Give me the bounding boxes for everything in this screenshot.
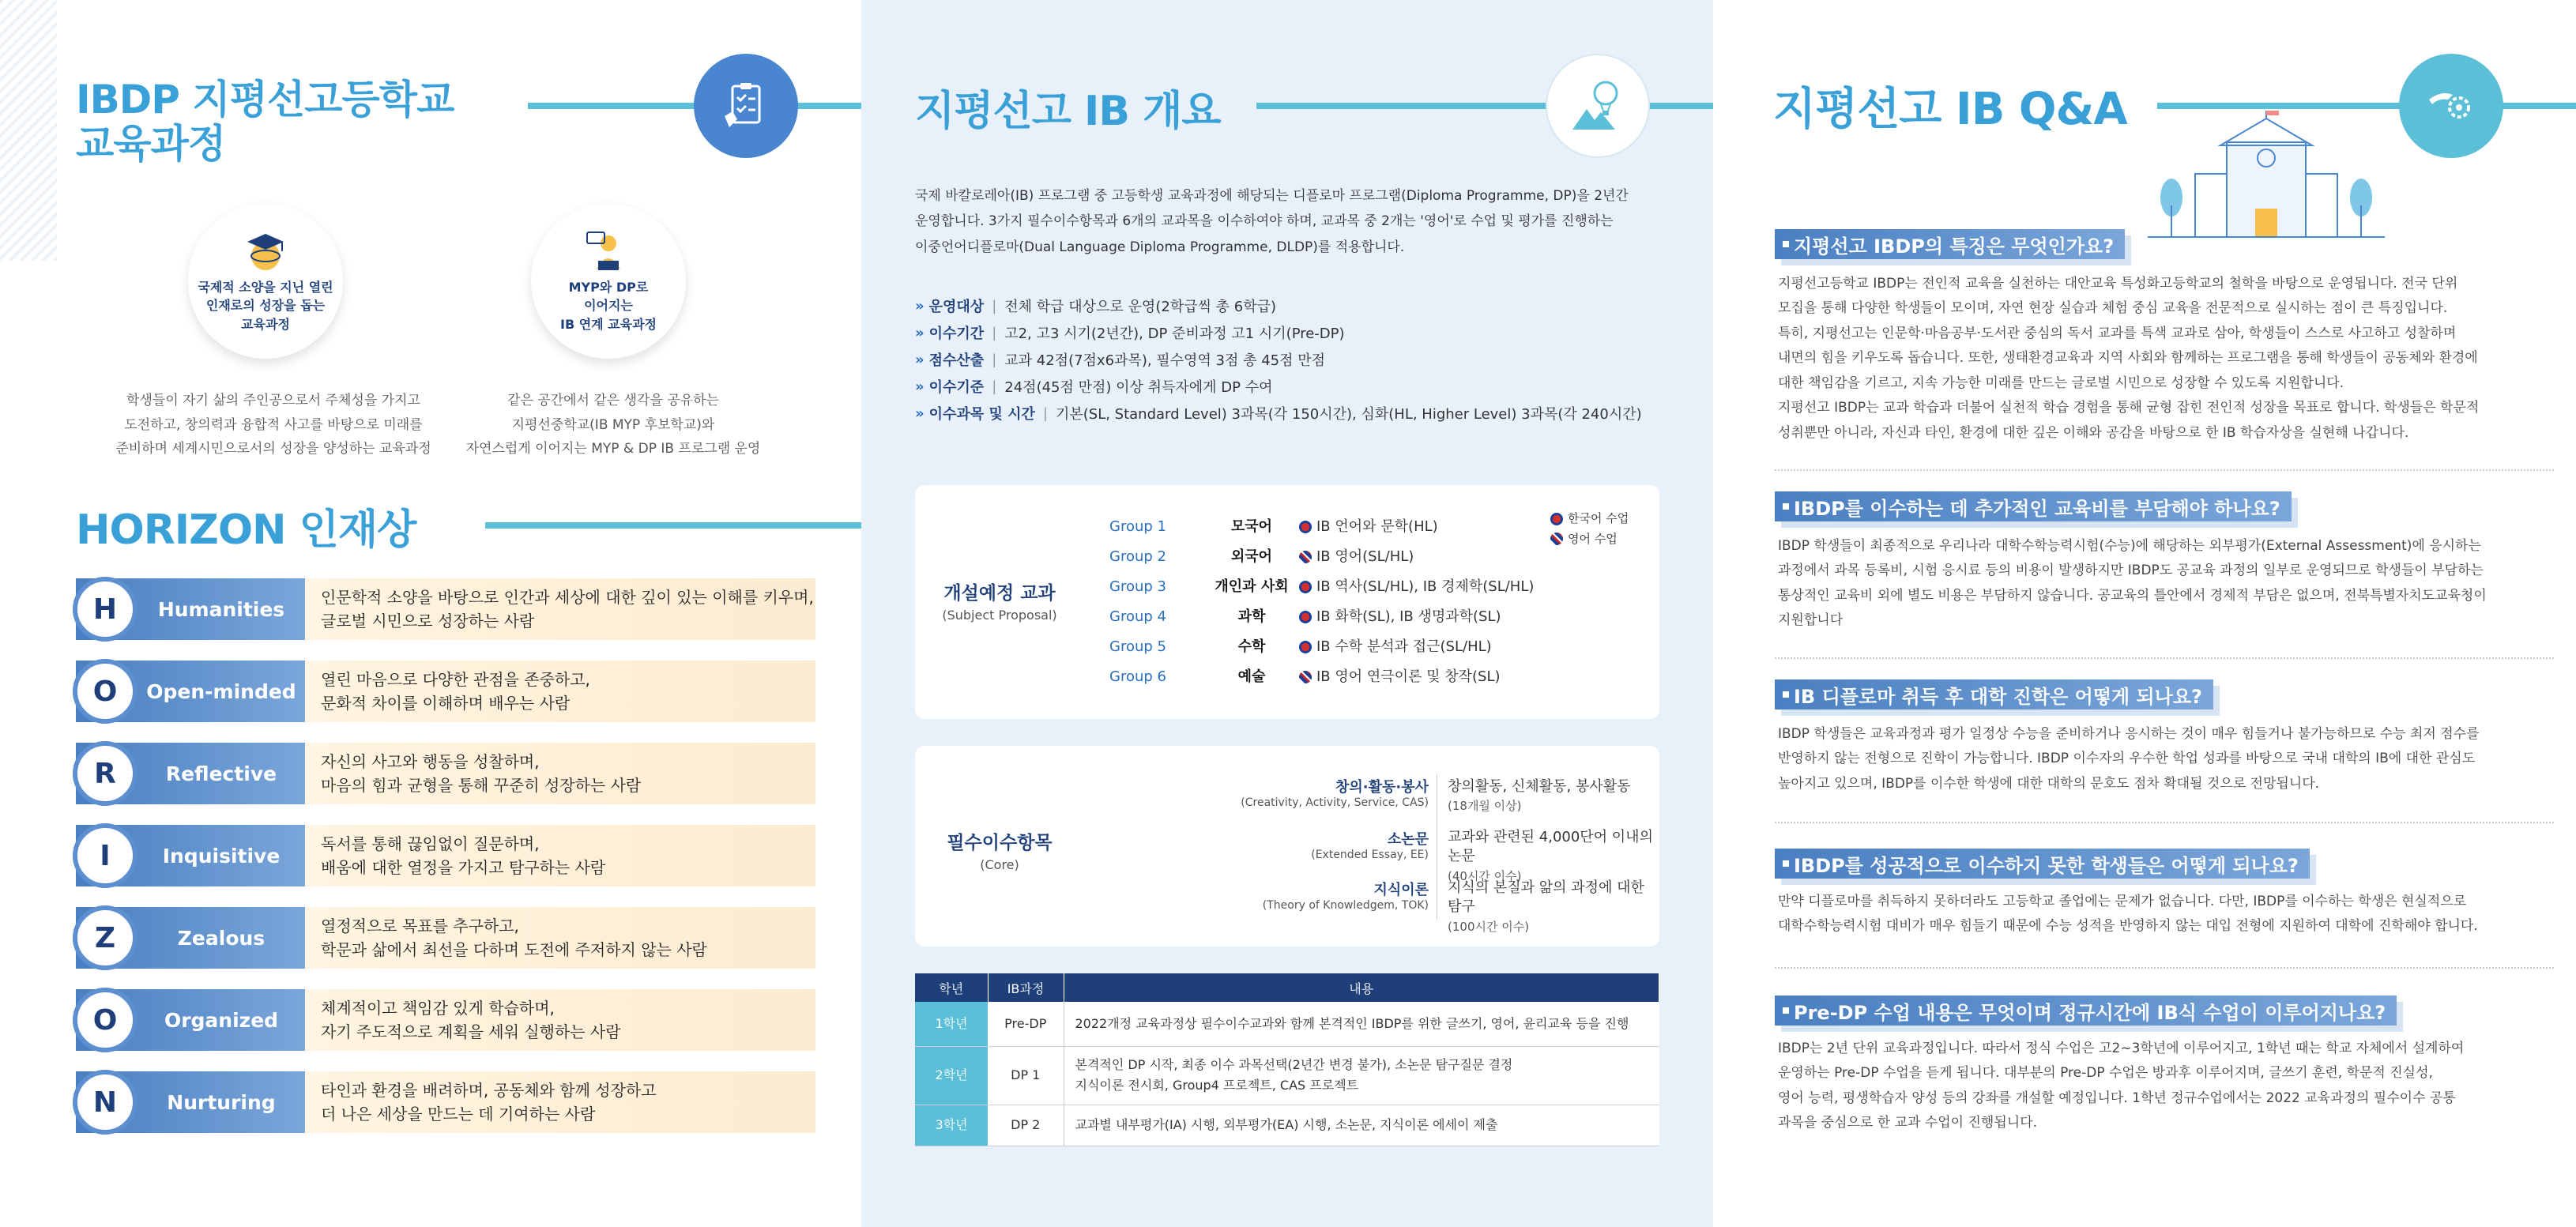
header-content: 내용 bbox=[1064, 973, 1659, 1002]
answer-line: 특히, 지평선고는 인문학·마음공부·도서관 중심의 독서 교과를 특색 교과로 삼아, 학생들이 스스로 사고하고 성찰하며 bbox=[1778, 325, 2457, 341]
trait-description bbox=[305, 1071, 815, 1133]
letter-badge: Z bbox=[73, 905, 137, 970]
blob-myp-dp bbox=[531, 204, 686, 359]
balloon-icon bbox=[1546, 54, 1650, 158]
horizon-row-reflective bbox=[76, 743, 815, 804]
fact-label: 이수기준 bbox=[928, 379, 985, 396]
core-item-detail bbox=[1448, 879, 1659, 936]
group-course: IB 수학 분석과 접근(SL/HL) bbox=[1316, 638, 1492, 655]
overview-intro bbox=[915, 183, 1674, 260]
bullet-icon bbox=[1783, 1007, 1789, 1014]
language-legend bbox=[1550, 509, 1629, 549]
question-heading bbox=[1775, 679, 2213, 709]
cell-grade: 2학년 bbox=[915, 1046, 988, 1105]
qa-panel bbox=[1713, 0, 2576, 1227]
group-row bbox=[1109, 605, 1501, 626]
legend-korean-label: 한국어 수업 bbox=[1568, 511, 1629, 525]
fact-value: 교과 42점(7점x6과목), 필수영역 3점 총 45점 만점 bbox=[1004, 352, 1326, 369]
group-subject: 과학 bbox=[1237, 608, 1266, 625]
intro-line-2: 운영합니다. 3가지 필수이수항목과 6개의 교과목을 이수하여야 하며, 교과목 중 2개는 '영어'로 수업 및 평가를 진행하는 bbox=[915, 213, 1614, 230]
separator: | bbox=[992, 324, 997, 341]
letter-badge: H bbox=[73, 577, 137, 642]
answer-line: 높아지고 있으며, IBDP를 이수한 학생에 대한 대학의 문호도 점차 확대될 것으로 전망됩니다. bbox=[1778, 775, 2320, 792]
table-header bbox=[915, 973, 1659, 1002]
fact-row bbox=[915, 403, 1642, 423]
group-subject: 모국어 bbox=[1230, 518, 1273, 535]
group-subject: 수학 bbox=[1237, 638, 1266, 655]
trait-line-2: 더 나은 세상을 만드는 데 기여하는 사람 bbox=[321, 1105, 596, 1123]
core-item-subtitle: (Creativity, Activity, Service, CAS) bbox=[1241, 796, 1429, 809]
horizon-title: HORIZON 인재상 bbox=[76, 506, 416, 554]
question-text: 지평선고 IBDP의 특징은 무엇인가요? bbox=[1794, 235, 2115, 258]
trait-description bbox=[305, 825, 815, 886]
trait-word: Open-minded bbox=[146, 679, 296, 703]
fact-label: 이수기간 bbox=[928, 326, 985, 342]
table-row bbox=[915, 1046, 1659, 1105]
uk-flag-icon bbox=[1299, 671, 1312, 683]
core-item-detail bbox=[1448, 828, 1659, 886]
answer-text bbox=[1778, 534, 2554, 634]
cell-grade: 1학년 bbox=[915, 1002, 988, 1046]
blob-1-line-2: 인재로의 성장을 돕는 bbox=[205, 298, 326, 314]
trait-line-1: 인문학적 소양을 바탕으로 인간과 세상에 대한 깊이 있는 이해를 키우며, bbox=[321, 588, 814, 607]
cell-course: DP 1 bbox=[988, 1046, 1064, 1105]
horizon-row-humanities bbox=[76, 578, 815, 640]
checklist-icon bbox=[694, 54, 798, 158]
group-number: Group 1 bbox=[1109, 518, 1166, 535]
group-row bbox=[1109, 515, 1438, 536]
group-row bbox=[1109, 635, 1492, 656]
subjects-heading bbox=[932, 578, 1067, 623]
blob-2-line-3: IB 연계 교육과정 bbox=[559, 316, 657, 332]
core-card bbox=[915, 746, 1659, 947]
group-course: IB 영어 연극이론 및 창작(SL) bbox=[1316, 668, 1501, 685]
answer-line: 모집을 통해 다양한 학생들이 모이며, 자연 현장 실습과 체험 중심 교육을 전문적으로 실시하는 점이 큰 특징입니다. bbox=[1778, 300, 2448, 317]
fact-value: 고2, 고3 시기(2년간), DP 준비과정 고1 시기(Pre-DP) bbox=[1004, 326, 1345, 342]
question-text: Pre-DP 수업 내용은 무엇이며 정규시간에 IB식 수업이 이루어지나요? bbox=[1794, 1001, 2386, 1024]
trait-line-1: 타인과 환경을 배려하며, 공동체와 함께 성장하고 bbox=[321, 1081, 657, 1100]
blob-2-description bbox=[431, 389, 795, 461]
trait-line-2: 글로벌 시민으로 성장하는 사람 bbox=[321, 612, 535, 630]
trait-word: Humanities bbox=[157, 597, 285, 621]
fact-value: 기본(SL, Standard Level) 3과목(각 150시간), 심화(HL, Higher Level) 3과목(각 240시간) bbox=[1055, 406, 1642, 423]
korea-flag-icon bbox=[1550, 513, 1563, 525]
horizon-row-inquisitive bbox=[76, 825, 815, 886]
horizon-row-zealous bbox=[76, 907, 815, 969]
answer-line: 만약 디플로마를 취득하지 못하더라도 고등학교 졸업에는 문제가 없습니다. 다만, IBDP를 이수하는 학생은 현실적으로 bbox=[1778, 894, 2467, 909]
subjects-subtitle: (Subject Proposal) bbox=[942, 608, 1057, 623]
trait-line-2: 배움에 대한 열정을 가지고 탐구하는 사람 bbox=[321, 858, 606, 877]
question-heading bbox=[1775, 229, 2125, 259]
bullet-icon bbox=[1783, 860, 1789, 867]
intro-line-3: 이중언어디플로마(Dual Language Diploma Programme, DLDP)를 적용합니다. bbox=[915, 239, 1405, 255]
trait-line-2: 마음의 힘과 균형을 통해 꾸준히 성장하는 사람 bbox=[321, 776, 642, 795]
horizon-row-organized bbox=[76, 989, 815, 1051]
separator: | bbox=[992, 297, 997, 314]
uk-flag-icon bbox=[1299, 551, 1312, 563]
group-number: Group 6 bbox=[1109, 668, 1166, 685]
desc-1-line-1: 학생들이 자기 삶의 주인공으로서 주체성을 가지고 bbox=[126, 393, 420, 408]
subjects-card bbox=[915, 485, 1659, 719]
table-row bbox=[915, 1002, 1659, 1046]
core-item-title: 창의·활동·봉사 bbox=[1335, 779, 1429, 796]
trait-line-2: 자기 주도적으로 계획을 세워 실행하는 사람 bbox=[321, 1022, 621, 1041]
header-grade: 학년 bbox=[915, 973, 988, 1002]
cell-course: Pre-DP bbox=[988, 1002, 1064, 1046]
core-detail-note: (40시간 이수) bbox=[1448, 868, 1522, 883]
desc-2-line-1: 같은 공간에서 같은 생각을 공유하는 bbox=[507, 393, 719, 408]
header-course: IB과정 bbox=[988, 973, 1064, 1002]
trait-line-2: 문화적 차이를 이해하며 배우는 사람 bbox=[321, 694, 571, 713]
answer-line: 과목을 중심으로 한 교과 수업이 진행됩니다. bbox=[1778, 1115, 2038, 1131]
trait-word: Inquisitive bbox=[162, 844, 281, 868]
group-row bbox=[1109, 665, 1501, 686]
blob-1-description bbox=[92, 389, 455, 461]
trait-description bbox=[305, 989, 815, 1051]
letter-badge: O bbox=[73, 988, 137, 1052]
bullet-icon bbox=[1783, 241, 1789, 247]
cell-course: DP 2 bbox=[988, 1105, 1064, 1146]
trait-word: Reflective bbox=[165, 762, 277, 785]
trait-line-1: 열린 마음으로 다양한 관점을 존중하고, bbox=[321, 670, 590, 689]
core-item-subtitle: (Extended Essay, EE) bbox=[1311, 849, 1429, 861]
answer-line: 대한 책임감을 기르고, 지속 가능한 미래를 만드는 글로벌 시민으로 성장할 수 있도록 지원합니다. bbox=[1778, 374, 2344, 391]
chevron-right-icon: » bbox=[915, 324, 925, 341]
chevron-right-icon: » bbox=[915, 378, 925, 395]
korea-flag-icon bbox=[1299, 611, 1312, 623]
trait-line-1: 체계적이고 책임감 있게 학습하며, bbox=[321, 999, 555, 1018]
group-number: Group 4 bbox=[1109, 608, 1166, 625]
answer-line: 지원합니다 bbox=[1778, 612, 1843, 629]
answer-line: 과정에서 과목 등록비, 시험 응시료 등의 비용이 발생하지만 IBDP도 공교육 과정의 일부로 운영되므로 학생들이 부담하는 bbox=[1778, 563, 2484, 579]
group-number: Group 3 bbox=[1109, 578, 1166, 595]
answer-line: 성취뿐만 아니라, 자신과 타인, 환경에 대한 깊은 이해와 공감을 바탕으로 한 IB 학습자상을 실현해 나갑니다. bbox=[1778, 424, 2409, 441]
answer-line: IBDP 학생들은 교육과정과 평가 일정상 수능을 준비하거나 응시하는 것이 매우 힘들거나 불가능하므로 수능 최저 점수를 bbox=[1778, 726, 2480, 742]
core-heading bbox=[932, 828, 1067, 872]
answer-line: 내면의 힘을 키우도록 돕습니다. 또한, 생태환경교육과 지역 사회와 함께하는 프로그램을 통해 학생들이 공동체와 환경에 bbox=[1778, 350, 2478, 367]
letter-badge: I bbox=[73, 823, 137, 888]
answer-text bbox=[1778, 272, 2554, 446]
horizon-row-nurturing bbox=[76, 1071, 815, 1133]
letter-badge: R bbox=[73, 741, 137, 806]
letter-badge: N bbox=[73, 1070, 137, 1135]
chevron-right-icon: » bbox=[915, 351, 925, 368]
divider bbox=[1775, 469, 2554, 471]
question-heading bbox=[1775, 491, 2292, 521]
trait-line-1: 독서를 통해 끊임없이 질문하며, bbox=[321, 834, 540, 853]
overview-title: 지평선고 IB 개요 bbox=[915, 88, 1221, 135]
answer-line: 영어 능력, 평생학습자 양성 등의 강좌를 개설할 예정입니다. 1학년 정규수업에서는 2022 교육과정의 필수이수 공통 bbox=[1778, 1090, 2456, 1106]
fact-row bbox=[915, 349, 1325, 370]
legend-english bbox=[1550, 529, 1629, 550]
fact-row bbox=[915, 295, 1276, 316]
fact-value: 24점(45점 만점) 이상 취득자에게 DP 수여 bbox=[1004, 379, 1273, 396]
group-course: IB 역사(SL/HL), IB 경제학(SL/HL) bbox=[1316, 578, 1535, 595]
divider bbox=[1775, 657, 2554, 659]
fact-label: 점수산출 bbox=[928, 352, 985, 369]
desc-2-line-2: 지평선중학교(IB MYP 후보학교)와 bbox=[511, 416, 715, 433]
question-text: IBDP를 이수하는 데 추가적인 교육비를 부담해야 하나요? bbox=[1794, 497, 2280, 520]
content-line: 지식이론 전시회, Group4 프로젝트, CAS 프로젝트 bbox=[1075, 1078, 1359, 1093]
question-heading bbox=[1775, 996, 2397, 1026]
subjects-title: 개설예정 교과 bbox=[943, 583, 1056, 604]
cell-content bbox=[1064, 1046, 1659, 1105]
answer-text bbox=[1778, 890, 2554, 939]
page-title bbox=[76, 77, 454, 166]
horizon-row-open-minded bbox=[76, 661, 815, 722]
trait-description bbox=[305, 743, 815, 804]
title-line-2: 교육과정 bbox=[76, 121, 226, 167]
core-detail-note: (100시간 이수) bbox=[1448, 919, 1530, 934]
question-text: IBDP를 성공적으로 이수하지 못한 학생들은 어떻게 되나요? bbox=[1794, 854, 2299, 877]
core-item-title: 지식이론 bbox=[1373, 882, 1429, 898]
answer-line: 통상적인 교육비 외에 별도 비용은 부담하지 않습니다. 공교육의 틀안에서 경제적 부담은 없으며, 전북특별자치도교육청이 bbox=[1778, 587, 2487, 604]
core-item-detail bbox=[1448, 777, 1631, 816]
desc-2-line-3: 자연스럽게 이어지는 MYP & DP IB 프로그램 운영 bbox=[465, 441, 761, 457]
bullet-icon bbox=[1783, 691, 1789, 698]
qa-rule bbox=[2157, 103, 2576, 109]
question-heading bbox=[1775, 849, 2310, 879]
core-item-title: 소논문 bbox=[1387, 831, 1429, 848]
uk-flag-icon bbox=[1550, 533, 1563, 545]
divider bbox=[1775, 822, 2554, 823]
content-line: 본격적인 DP 시작, 최종 이수 과목선택(2년간 변경 불가), 소논문 탐구질문 결정 bbox=[1075, 1057, 1513, 1073]
trait-line-2: 학문과 삶에서 최선을 다하며 도전에 주저하지 않는 사람 bbox=[321, 940, 707, 959]
core-detail-text: 창의활동, 신체활동, 봉사활동 bbox=[1448, 778, 1631, 795]
fact-value: 전체 학급 대상으로 운영(2학급씩 총 6학급) bbox=[1004, 299, 1277, 315]
desc-1-line-3: 준비하며 세계시민으로서의 성장을 양성하는 교육과정 bbox=[115, 441, 431, 457]
qa-title: 지평선고 IB Q&A bbox=[1773, 84, 2127, 135]
letter-badge: O bbox=[73, 659, 137, 724]
fact-row bbox=[915, 322, 1345, 343]
trait-word: Zealous bbox=[177, 926, 266, 950]
answer-line: IBDP는 2년 단위 교육과정입니다. 따라서 정식 수업은 고2~3학년에 이루어지고, 1학년 때는 학교 자체에서 설계하여 bbox=[1778, 1041, 2465, 1056]
student-laptop-icon bbox=[581, 229, 636, 273]
cell-content bbox=[1064, 1105, 1659, 1146]
blob-1-line-3: 교육과정 bbox=[241, 316, 290, 332]
trait-description bbox=[305, 578, 815, 640]
question-text: IB 디플로마 취득 후 대학 진학은 어떻게 되나요? bbox=[1794, 685, 2202, 708]
answer-line: 대학수학능력시험 대비가 매우 힘들기 때문에 수능 성적을 반영하지 않는 대입 전형에 지원하여 대학에 진학해야 합니다. bbox=[1778, 918, 2478, 935]
table-row bbox=[915, 1105, 1659, 1146]
cell-content bbox=[1064, 1002, 1659, 1046]
answer-line: IBDP 학생들이 최종적으로 우리나라 대학수학능력시험(수능)에 해당하는 외부평가(External Assessment)에 응시하는 bbox=[1778, 538, 2481, 554]
group-row bbox=[1109, 575, 1534, 596]
program-table bbox=[915, 973, 1659, 1146]
group-subject: 외국어 bbox=[1230, 548, 1273, 565]
chevron-right-icon: » bbox=[915, 405, 925, 422]
trait-description bbox=[305, 661, 815, 722]
korea-flag-icon bbox=[1299, 581, 1312, 593]
desc-1-line-2: 도전하고, 창의력과 융합적 사고를 바탕으로 미래를 bbox=[124, 416, 423, 433]
bullet-icon bbox=[1783, 503, 1789, 510]
group-number: Group 5 bbox=[1109, 638, 1166, 655]
group-number: Group 2 bbox=[1109, 548, 1166, 565]
core-item-subtitle: (Theory of Knowledgem, TOK) bbox=[1262, 899, 1429, 912]
separator: | bbox=[992, 351, 997, 368]
group-course: IB 화학(SL), IB 생명과학(SL) bbox=[1316, 608, 1501, 625]
fact-label: 이수과목 및 시간 bbox=[928, 406, 1035, 423]
title-line-1: IBDP 지평선고등학교 bbox=[76, 77, 454, 122]
group-subject: 예술 bbox=[1237, 668, 1266, 685]
fact-row bbox=[915, 376, 1273, 397]
trait-line-1: 열정적으로 목표를 추구하고, bbox=[321, 916, 519, 935]
legend-english-label: 영어 수업 bbox=[1568, 531, 1618, 546]
cell-grade: 3학년 bbox=[915, 1105, 988, 1146]
blob-2-line-1: MYP와 DP로 bbox=[568, 280, 649, 295]
answer-line: 지평선고등학교 IBDP는 전인적 교육을 실천하는 대안교육 특성화고등학교의 철학을 바탕으로 운영됩니다. 전국 단위 bbox=[1778, 276, 2458, 292]
content-line: 2022개정 교육과정상 필수이수교과와 함께 본격적인 IBDP를 위한 글쓰기, 영어, 윤리교육 등을 진행 bbox=[1075, 1015, 1629, 1031]
core-detail-text: 교과와 관련된 4,000단어 이내의 논문 bbox=[1448, 829, 1653, 865]
separator: | bbox=[992, 378, 997, 395]
answer-line: 반영하지 않는 전형으로 진학이 가능합니다. IBDP 이수자의 우수한 학업 성과를 바탕으로 국내 대학의 IB에 대한 관심도 bbox=[1778, 751, 2476, 767]
group-course: IB 영어(SL/HL) bbox=[1316, 548, 1414, 565]
curriculum-panel bbox=[0, 0, 861, 1227]
core-subtitle: (Core) bbox=[980, 857, 1019, 872]
school-building-icon bbox=[2148, 111, 2385, 239]
core-detail-text: 지식의 본질과 앎의 과정에 대한 탐구 bbox=[1448, 879, 1644, 916]
korea-flag-icon bbox=[1299, 641, 1312, 653]
korea-flag-icon bbox=[1299, 521, 1312, 533]
fact-label: 운영대상 bbox=[928, 299, 985, 315]
horizon-rule bbox=[485, 522, 861, 529]
graduate-globe-icon bbox=[238, 229, 293, 273]
trait-description bbox=[305, 907, 815, 969]
blob-1-line-1: 국제적 소양을 지닌 열린 bbox=[198, 280, 333, 295]
group-row bbox=[1109, 545, 1414, 566]
blob-2-line-2: 이어지는 bbox=[584, 298, 633, 314]
chevron-right-icon: » bbox=[915, 297, 925, 314]
divider bbox=[1775, 967, 2554, 969]
answer-line: 운영하는 Pre-DP 수업을 듣게 됩니다. 대부분의 Pre-DP 수업은 방과후 이루어지며, 글쓰기 훈련, 학문적 진실성, bbox=[1778, 1065, 2433, 1082]
trait-word: Organized bbox=[164, 1008, 279, 1032]
group-subject: 개인과 사회 bbox=[1215, 578, 1289, 595]
answer-text bbox=[1778, 722, 2554, 796]
hand-gear-icon bbox=[2399, 54, 2503, 158]
blob-global-curriculum bbox=[188, 204, 343, 359]
trait-line-1: 자신의 사고와 행동을 성찰하며, bbox=[321, 752, 540, 771]
content-line: 교과별 내부평가(IA) 시행, 외부평가(EA) 시행, 소논문, 지식이론 에세이 제출 bbox=[1075, 1117, 1498, 1133]
intro-line-1: 국제 바칼로레아(IB) 프로그램 중 고등학생 교육과정에 해당되는 디플로마 프로그램(Diploma Programme, DP)을 2년간 bbox=[915, 188, 1629, 204]
answer-text bbox=[1778, 1037, 2554, 1136]
trait-word: Nurturing bbox=[167, 1090, 276, 1114]
separator: | bbox=[1042, 405, 1048, 422]
legend-korean bbox=[1550, 509, 1629, 529]
core-title: 필수이수항목 bbox=[947, 833, 1053, 853]
overview-panel bbox=[861, 0, 1713, 1227]
hatch-decoration bbox=[0, 0, 57, 261]
answer-line: 지평선고 IBDP는 교과 학습과 더불어 실천적 학습 경험을 통해 균형 잡힌 전인적 성장을 목표로 합니다. 학생들은 학문적 bbox=[1778, 400, 2480, 416]
core-detail-note: (18개월 이상) bbox=[1448, 799, 1522, 814]
group-course: IB 언어와 문학(HL) bbox=[1316, 518, 1438, 535]
